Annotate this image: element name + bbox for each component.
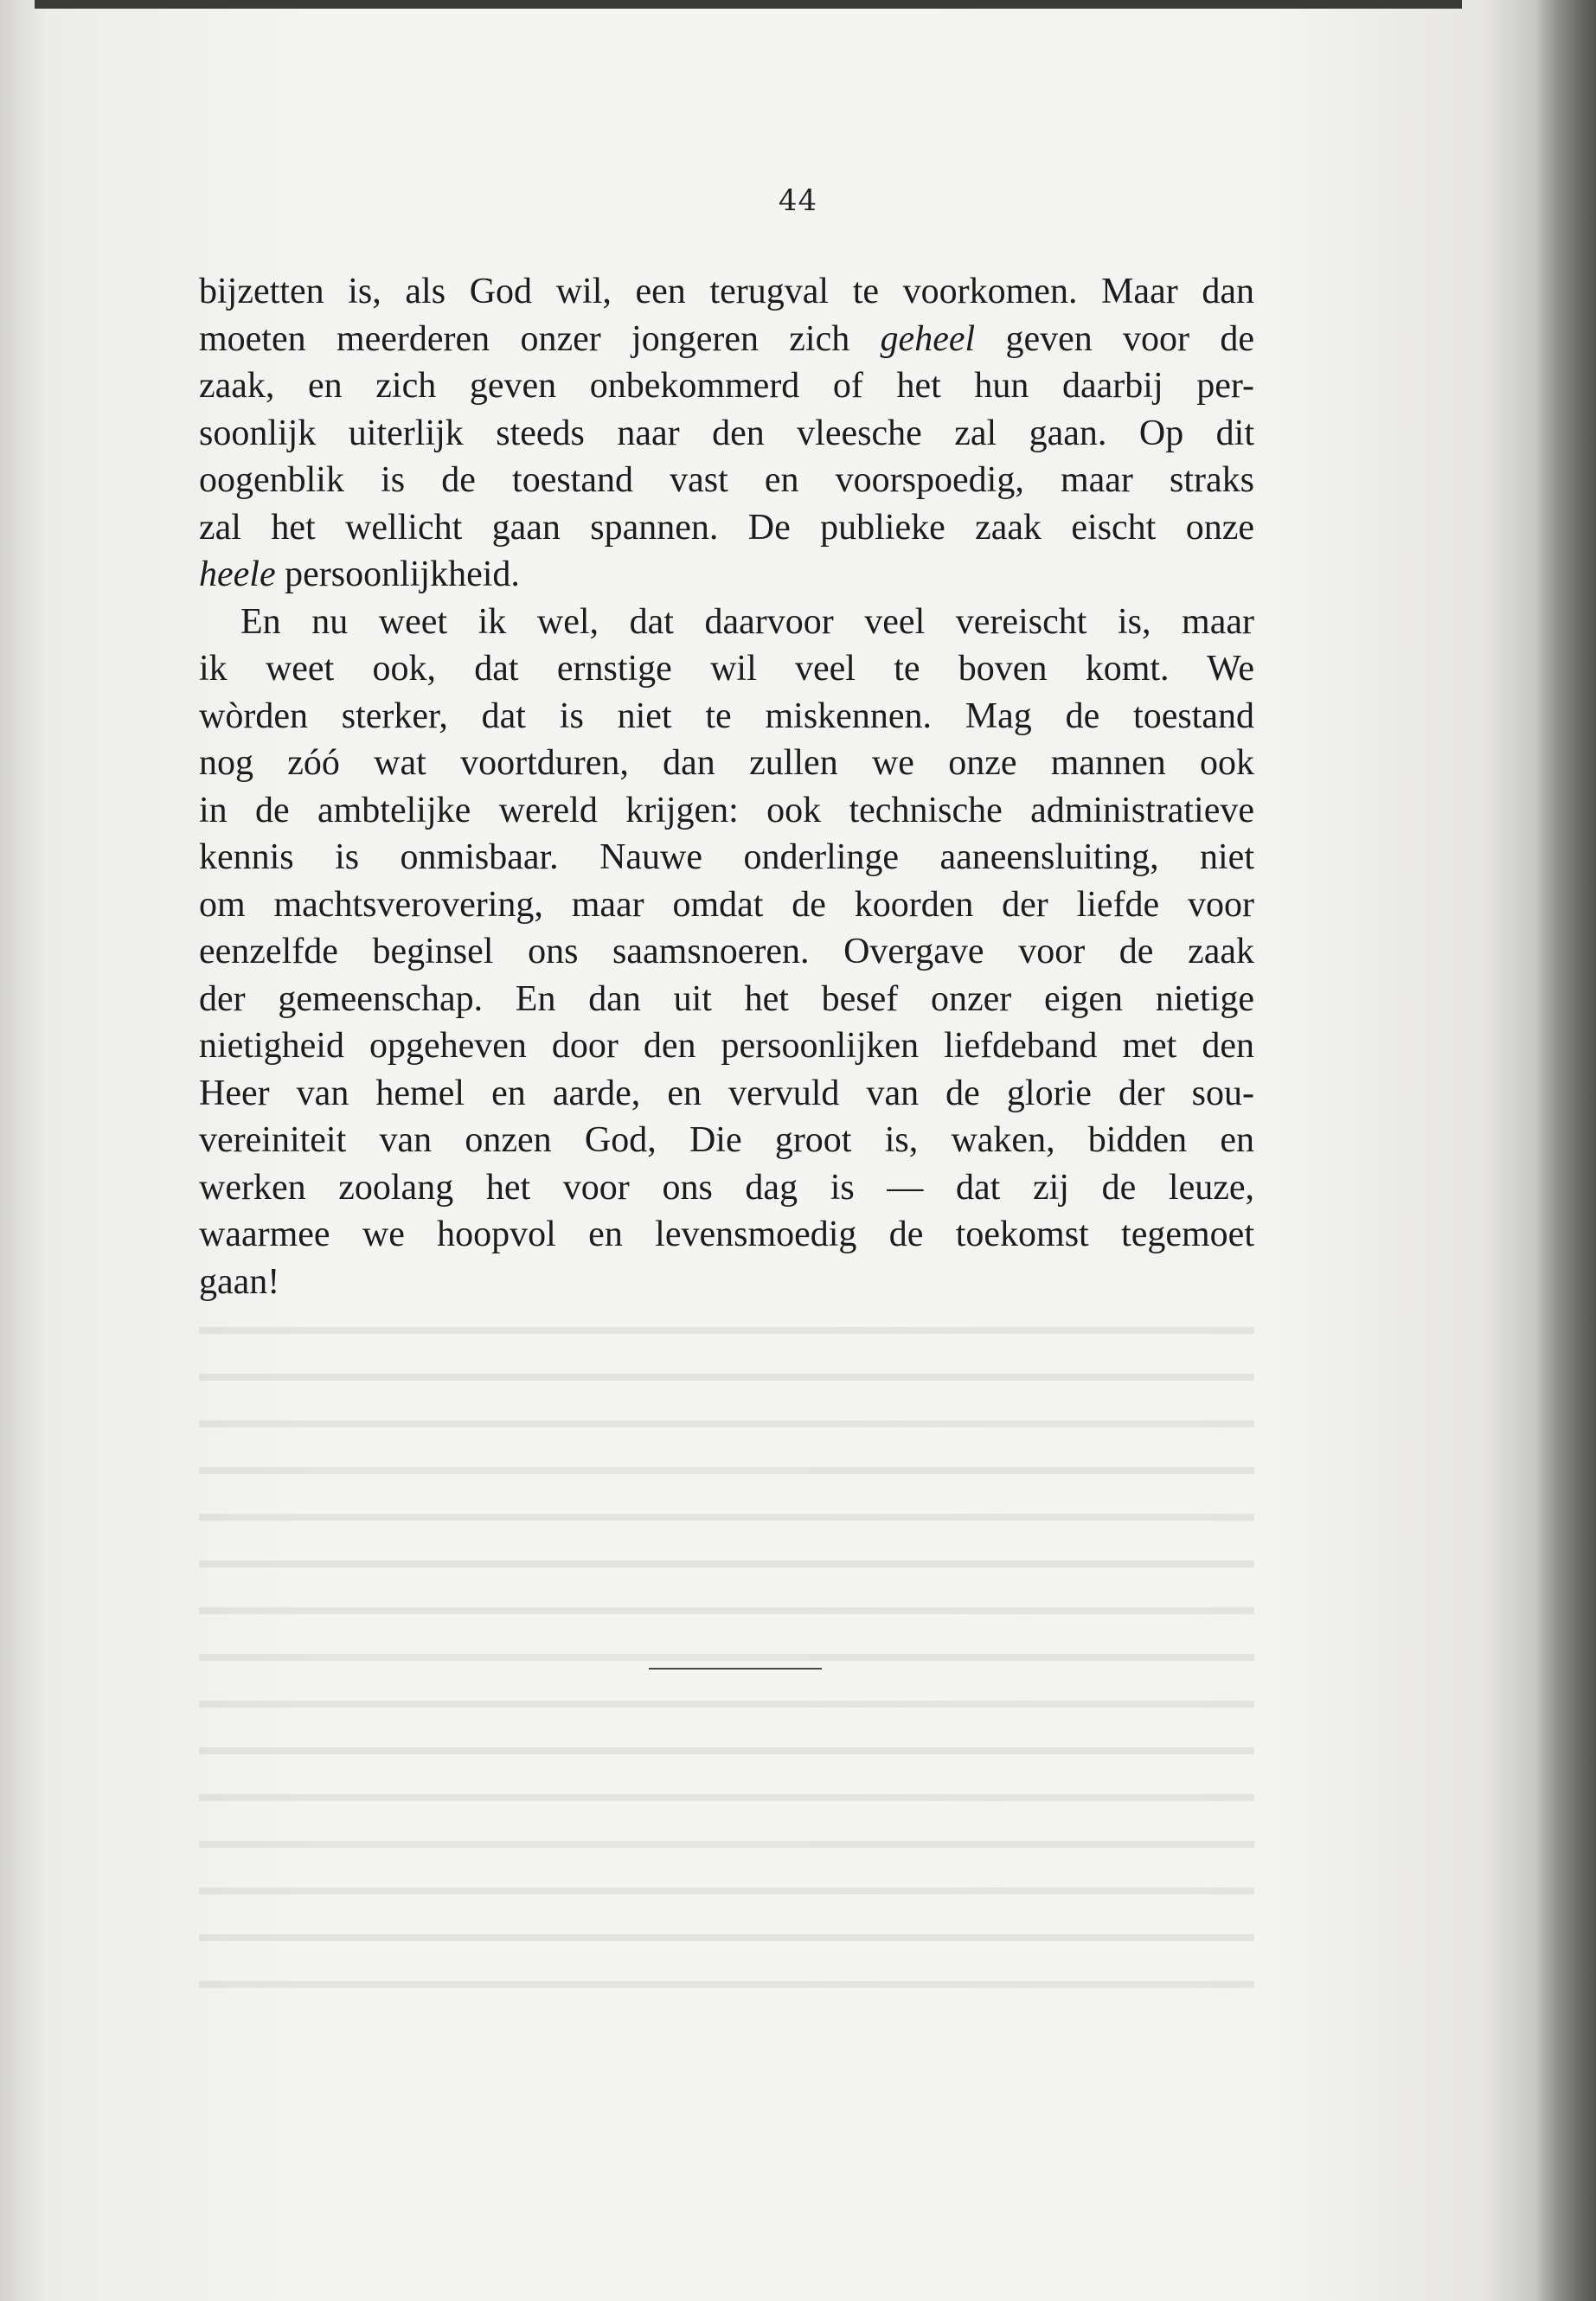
- text-line: bijzetten is, als God wil, een terugval te voorkomen. Maar dan: [199, 272, 1254, 311]
- text-line: En nu weet ik wel, dat daarvoor veel vereischt is, maar: [240, 601, 1254, 642]
- page-number: 44: [778, 183, 818, 218]
- italic-word: heele: [199, 554, 276, 594]
- text-line: zal het wellicht gaan spannen. De publieke zaak eischt onze: [199, 507, 1254, 548]
- section-separator: [649, 1668, 822, 1670]
- text-line: moeten meerderen onzer jongeren zich geheel geven voor de: [199, 318, 1254, 359]
- text-line: werken zoolang het voor ons dag is — dat zij de leuze,: [199, 1167, 1254, 1208]
- text-line: kennis is onmisbaar. Nauwe onderlinge aaneensluiting, niet: [199, 837, 1254, 877]
- text-line: der gemeenschap. En dan uit het besef onzer eigen nietige: [199, 978, 1254, 1019]
- text-line: Heer van hemel en aarde, en vervuld van de glorie der sou-: [199, 1073, 1254, 1113]
- binding-shadow: [1535, 0, 1596, 2301]
- text-line: zaak, en zich geven onbekommerd of het hun daarbij per-: [199, 366, 1254, 406]
- text-line: soonlijk uiterlijk steeds naar den vleesche zal gaan. Op dit: [199, 413, 1254, 453]
- text-line: vereiniteit van onzen God, Die groot is, waken, bidden en: [199, 1120, 1254, 1160]
- text-line: in de ambtelijke wereld krijgen: ook technische administratieve: [199, 790, 1254, 830]
- text-line: gaan!: [199, 1261, 280, 1302]
- text-line: heele persoonlijkheid.: [199, 554, 520, 594]
- text-line: ik weet ook, dat ernstige wil veel te boven komt. We: [199, 649, 1254, 689]
- scan-top-edge: [35, 0, 1462, 9]
- text-line: nog zóó wat voortduren, dan zullen we onze mannen ook: [199, 743, 1254, 783]
- text-line: om machtsverovering, maar omdat de koorden der liefde voor: [199, 884, 1254, 925]
- text-line: eenzelfde beginsel ons saamsnoeren. Overgave voor de zaak: [199, 932, 1254, 971]
- text-line: wòrden sterker, dat is niet te miskennen. Mag de toestand: [199, 695, 1254, 736]
- italic-word: geheel: [880, 318, 976, 359]
- body-text: [199, 268, 1254, 1305]
- text-line: waarmee we hoopvol en levensmoedig de toekomst tegemoet: [199, 1215, 1254, 1254]
- text-line: nietigheid opgeheven door den persoonlijken liefdeband met den: [199, 1026, 1254, 1066]
- text-line: oogenblik is de toestand vast en voorspoedig, maar straks: [199, 460, 1254, 500]
- bleed-through-texture: [199, 1298, 1254, 2007]
